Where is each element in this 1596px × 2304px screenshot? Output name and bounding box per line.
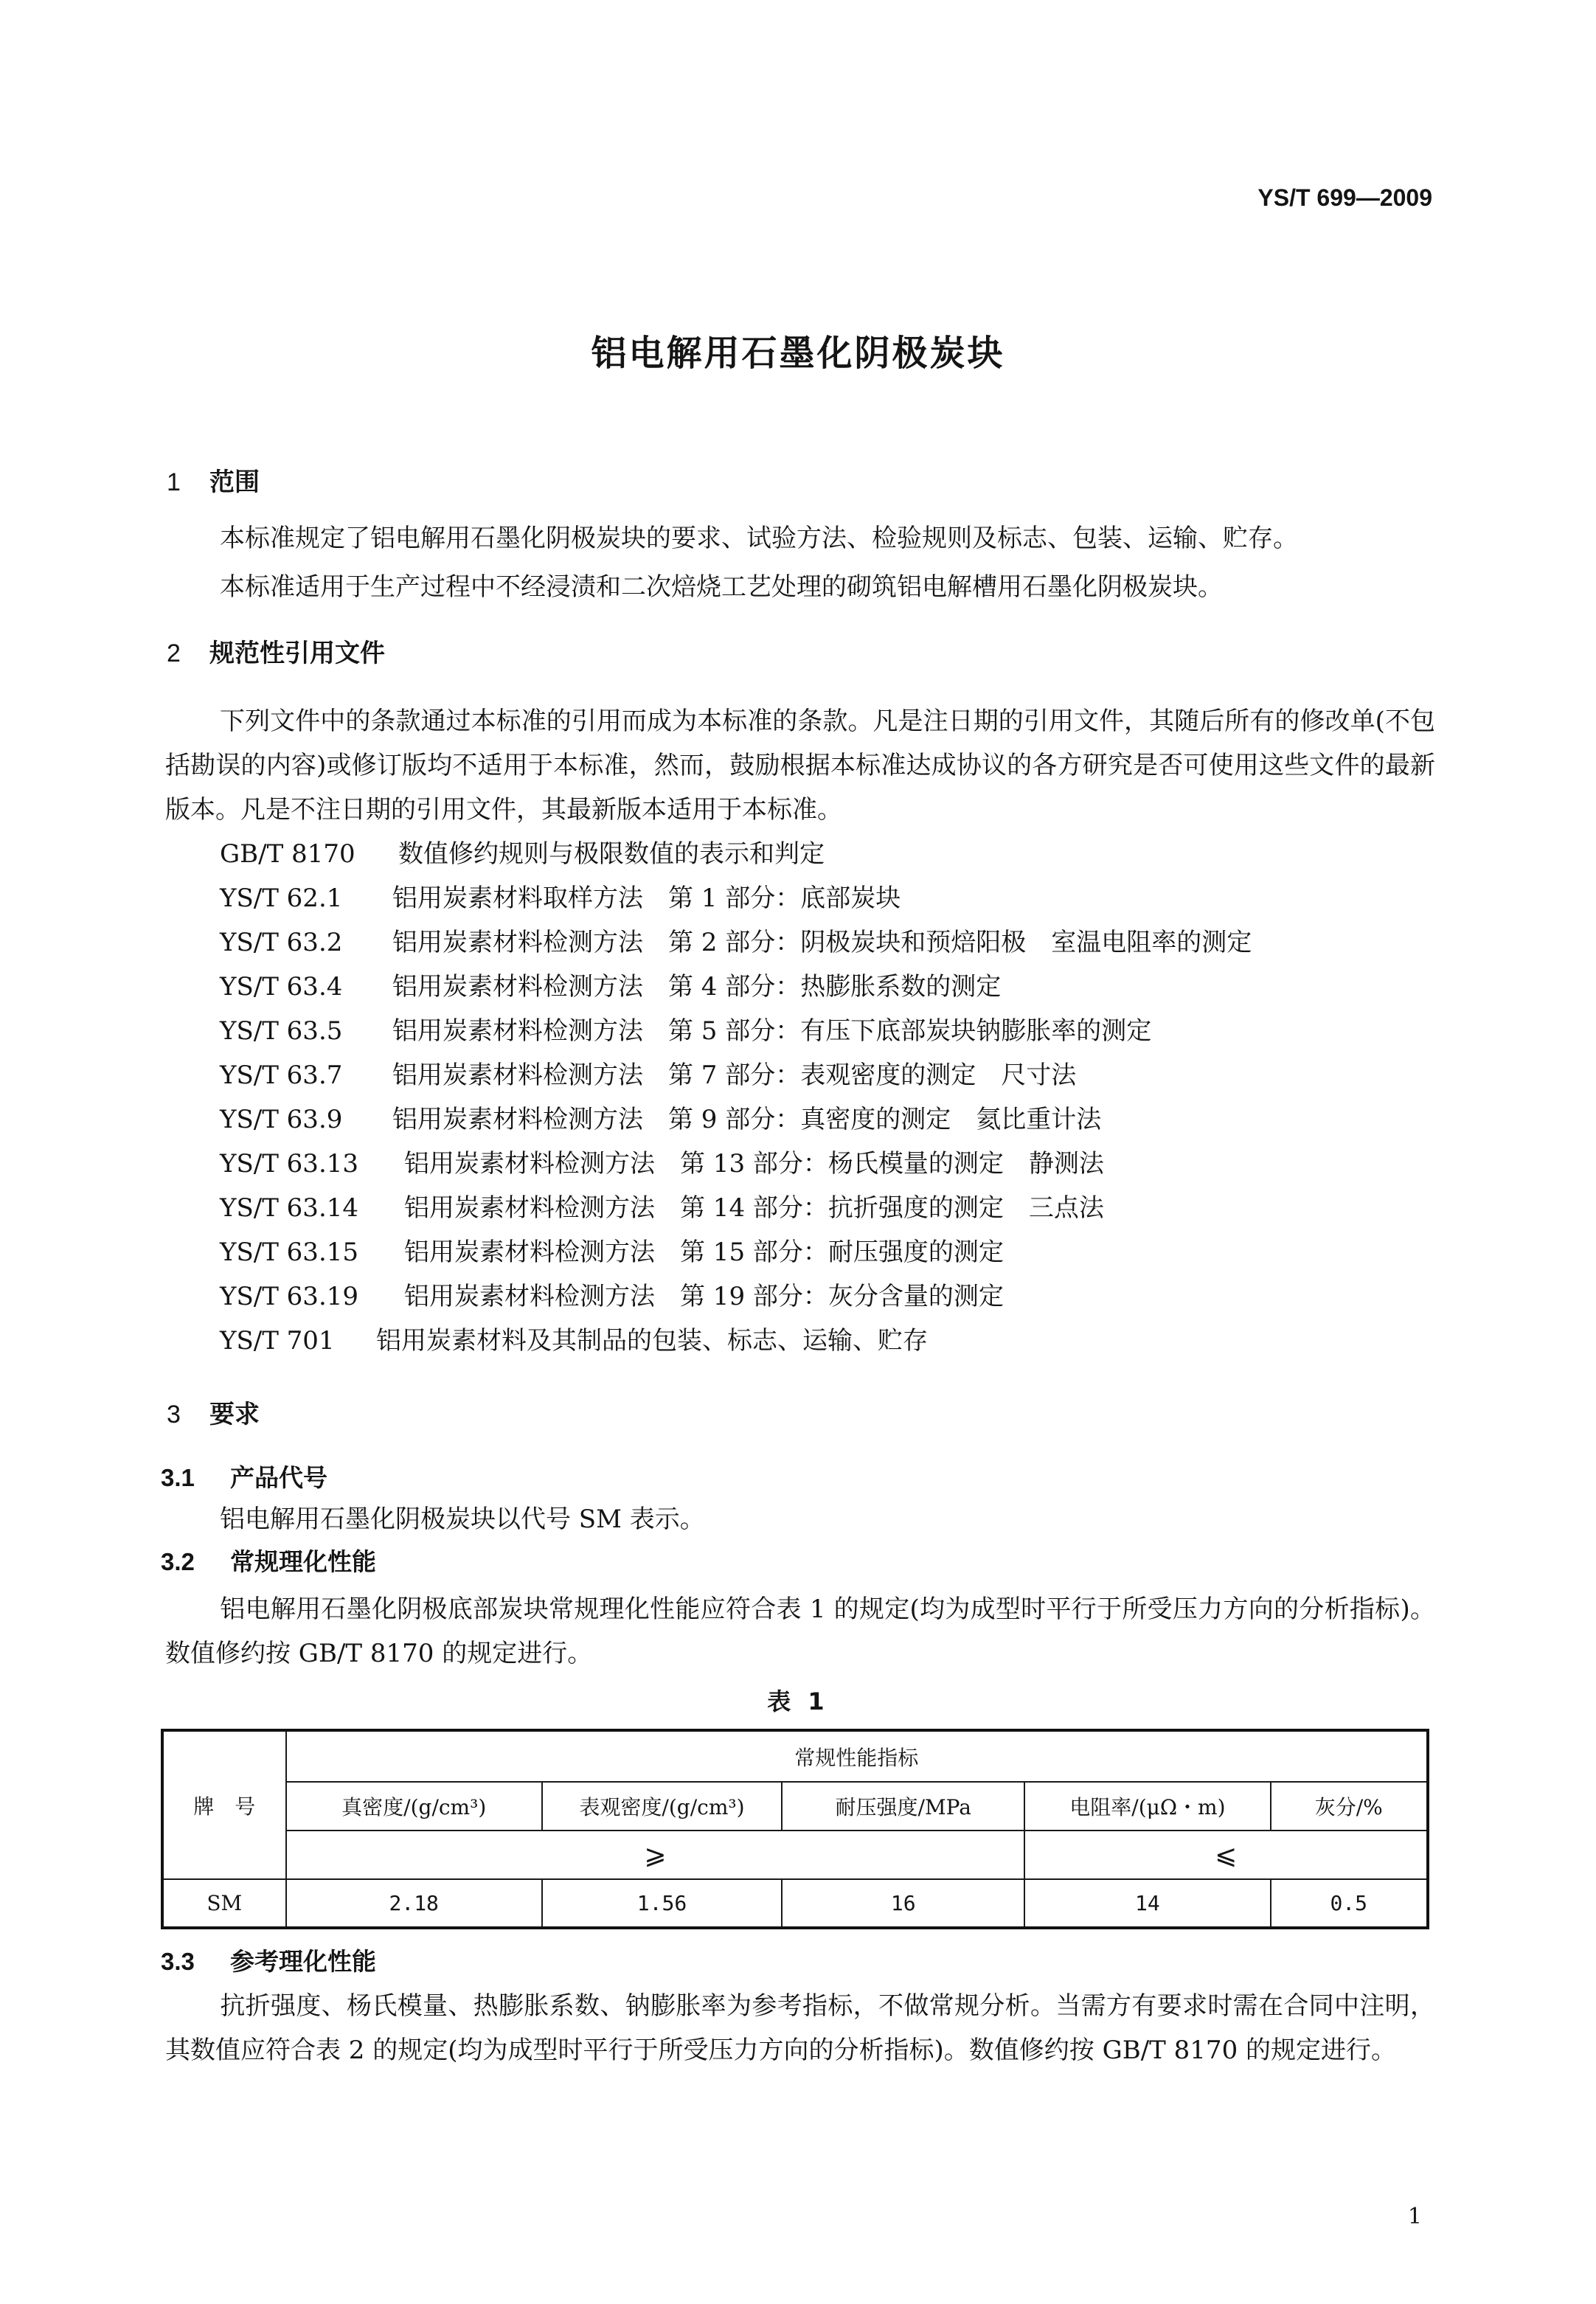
reference-title: 铝用炭素材料检测方法 第 9 部分：真密度的测定 氦比重计法 (392, 1105, 1102, 1134)
table-caption: 表 1 (767, 1687, 829, 1715)
section-number: 1 (167, 468, 181, 496)
paragraph-text: 抗折强度、杨氏模量、热膨胀系数、钠膨胀率为参考指标，不做常规分析。当需方有要求时需在合同中注明，其数值应符合表 2 的规定(均为成型时平行于所受压力方向的分析指标)。数值修约按 GB/T 8170 的规定进行。 (165, 1991, 1435, 2065)
table-cell: 1.56 (542, 1879, 782, 1928)
subsection-number: 3.1 (161, 1464, 195, 1491)
paragraph-text: 铝电解用石墨化阴极底部炭块常规理化性能应符合表 1 的规定(均为成型时平行于所受压力方向的分析指标)。数值修约按 GB/T 8170 的规定进行。 (165, 1595, 1435, 1668)
paragraph (165, 1984, 1435, 2072)
reference-title: 铝用炭素材料检测方法 第 19 部分：灰分含量的测定 (404, 1282, 1004, 1311)
table-cell: 16 (782, 1879, 1024, 1928)
section-number: 3 (167, 1401, 181, 1429)
reference-item (220, 876, 901, 920)
properties-table (161, 1729, 1429, 1929)
subsection-title: 参考理化性能 (230, 1947, 376, 1976)
reference-code: YS/T 62.1 (220, 884, 343, 913)
reference-title: 铝用炭素材料检测方法 第 15 部分：耐压强度的测定 (404, 1238, 1004, 1267)
reference-code: YS/T 63.5 (220, 1016, 343, 1046)
reference-code: GB/T 8170 (220, 839, 355, 869)
section-3-heading (167, 1394, 260, 1430)
subsection-title: 常规理化性能 (230, 1547, 376, 1576)
subsection-number: 3.3 (161, 1948, 195, 1975)
reference-title: 铝用炭素材料取样方法 第 1 部分：底部炭块 (392, 884, 901, 913)
reference-title: 数值修约规则与极限数值的表示和判定 (398, 839, 825, 869)
reference-item (220, 965, 1001, 1009)
column-header: 表观密度/(g/cm³) (542, 1782, 782, 1831)
reference-item (220, 832, 825, 876)
reference-item (220, 1142, 1104, 1186)
section-1-heading (167, 462, 260, 498)
reference-title: 铝用炭素材料检测方法 第 2 部分：阴极炭块和预焙阳极 室温电阻率的测定 (392, 928, 1252, 957)
subsection-number: 3.2 (161, 1548, 195, 1575)
paragraph (165, 1587, 1435, 1676)
section-title: 范围 (209, 468, 260, 497)
reference-title: 铝用炭素材料检测方法 第 14 部分：抗折强度的测定 三点法 (404, 1193, 1104, 1223)
subsection-title: 产品代号 (230, 1463, 327, 1492)
page-number: 1 (1407, 2204, 1422, 2230)
paragraph: 铝电解用石墨化阴极炭块以代号 SM 表示。 (220, 1505, 705, 1534)
section-2-heading (167, 633, 385, 669)
reference-item (220, 1009, 1151, 1053)
reference-title: 铝用炭素材料检测方法 第 4 部分：热膨胀系数的测定 (392, 972, 1002, 1002)
column-header: 电阻率/(μΩ・m) (1024, 1782, 1270, 1831)
section-title: 规范性引用文件 (209, 639, 385, 668)
reference-code: YS/T 63.14 (220, 1193, 359, 1223)
greater-equal-symbol: ⩾ (286, 1831, 1025, 1879)
reference-code: YS/T 63.19 (220, 1282, 359, 1311)
group-header: 常规性能指标 (286, 1730, 1428, 1782)
reference-title: 铝用炭素材料及其制品的包装、标志、运输、贮存 (376, 1326, 928, 1356)
reference-item (220, 1230, 1004, 1274)
reference-title: 铝用炭素材料检测方法 第 13 部分：杨氏模量的测定 静测法 (404, 1149, 1104, 1179)
reference-code: YS/T 63.7 (220, 1061, 343, 1090)
subsection-3-2-heading (161, 1543, 376, 1578)
intro-text: 下列文件中的条款通过本标准的引用而成为本标准的条款。凡是注日期的引用文件，其随后所有的修改单(不包括勘误的内容)或修订版均不适用于本标准，然而，鼓励根据本标准达成协议的各方研究是否可使用这些文件的最新版本。凡是不注日期的引用文件，其最新版本适用于本标准。 (165, 707, 1435, 825)
reference-code: YS/T 63.15 (220, 1238, 359, 1267)
standard-number: YS/T 699—2009 (1257, 184, 1432, 211)
reference-code: YS/T 63.2 (220, 928, 343, 957)
reference-item (220, 1053, 1076, 1097)
table-cell: 0.5 (1271, 1879, 1429, 1928)
table-cell: 2.18 (286, 1879, 542, 1928)
section-2-intro (165, 699, 1435, 832)
reference-item (220, 1319, 928, 1363)
less-equal-symbol: ⩽ (1024, 1831, 1428, 1879)
column-header: 灰分/% (1271, 1782, 1429, 1831)
paragraph: 本标准规定了铝电解用石墨化阴极炭块的要求、试验方法、检验规则及标志、包装、运输、贮存。 (220, 524, 1298, 553)
reference-item (220, 1274, 1004, 1319)
reference-title: 铝用炭素材料检测方法 第 5 部分：有压下底部炭块钠膨胀率的测定 (392, 1016, 1152, 1046)
reference-item (220, 920, 1252, 965)
reference-item (220, 1097, 1101, 1142)
section-number: 2 (167, 639, 181, 667)
reference-title: 铝用炭素材料检测方法 第 7 部分：表观密度的测定 尺寸法 (392, 1061, 1077, 1090)
column-header: 耐压强度/MPa (782, 1782, 1024, 1831)
document-title: 铝电解用石墨化阴极炭块 (591, 333, 1005, 374)
reference-code: YS/T 701 (220, 1326, 335, 1356)
section-title: 要求 (209, 1400, 260, 1429)
subsection-3-3-heading (161, 1943, 376, 1977)
reference-code: YS/T 63.4 (220, 972, 343, 1002)
subsection-3-1-heading (161, 1459, 327, 1493)
paragraph: 本标准适用于生产过程中不经浸渍和二次焙烧工艺处理的砌筑铝电解槽用石墨化阴极炭块。 (220, 572, 1223, 602)
brand-cell: SM (162, 1879, 286, 1928)
reference-item (220, 1186, 1104, 1230)
reference-code: YS/T 63.13 (220, 1149, 359, 1179)
table-cell: 14 (1024, 1879, 1270, 1928)
reference-code: YS/T 63.9 (220, 1105, 343, 1134)
column-header: 真密度/(g/cm³) (286, 1782, 542, 1831)
brand-header: 牌 号 (162, 1730, 286, 1879)
